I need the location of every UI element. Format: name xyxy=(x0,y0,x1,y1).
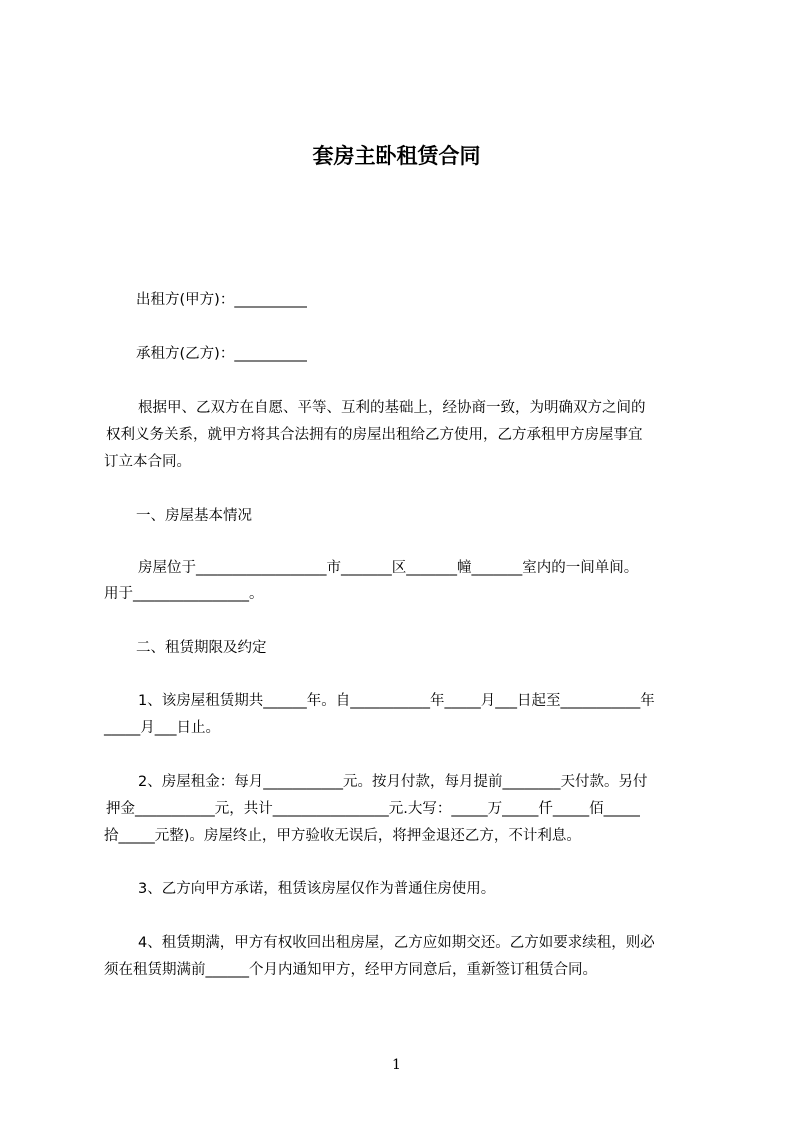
lessee-line: 承租方(乙方)：__________ xyxy=(136,346,307,362)
preamble-line-1: 根据甲、乙双方在自愿、平等、互利的基础上，经协商一致，为明确双方之间的 xyxy=(138,400,646,416)
clause-2-line-3: 拾_____元整)。房屋终止，甲方验收无误后，将押金退还乙方，不计利息。 xyxy=(104,828,581,844)
lessor-line: 出租方(甲方)：__________ xyxy=(136,292,307,308)
clause-2-line-1: 2、房屋租金：每月___________元。按月付款，每月提前________天付款。另付 xyxy=(138,774,648,790)
clause-1-line-2: _____月___日止。 xyxy=(104,720,220,736)
document-title: 套房主卧租赁合同 xyxy=(312,144,481,168)
clause-1-line-1: 1、该房屋租赁期共______年。自___________年_____月___日起至___________年 xyxy=(138,693,655,709)
page-number: 1 xyxy=(392,1057,401,1073)
section-1-line-2: 用于________________。 xyxy=(104,586,264,602)
section-1-line-1: 房屋位于__________________市_______区_______幢_______室内的一间单间。 xyxy=(138,560,639,576)
clause-3-line-1: 3、乙方向甲方承诺，租赁该房屋仅作为普通住房使用。 xyxy=(138,881,496,897)
section-1-heading: 一、房屋基本情况 xyxy=(136,508,252,524)
clause-4-line-1: 4、租赁期满，甲方有权收回出租房屋，乙方应如期交还。乙方如要求续租，则必 xyxy=(138,935,655,951)
preamble-line-3: 订立本合同。 xyxy=(104,454,191,470)
clause-4-line-2: 须在租赁期满前______个月内通知甲方，经甲方同意后，重新签订租赁合同。 xyxy=(104,962,597,978)
clause-2-line-2: 押金___________元，共计________________元.大写：_____万_____仟_____佰_____ xyxy=(106,801,640,817)
section-2-heading: 二、租赁期限及约定 xyxy=(136,640,267,656)
preamble-line-2: 权利义务关系，就甲方将其合法拥有的房屋出租给乙方使用，乙方承租甲方房屋事宜 xyxy=(106,427,643,443)
